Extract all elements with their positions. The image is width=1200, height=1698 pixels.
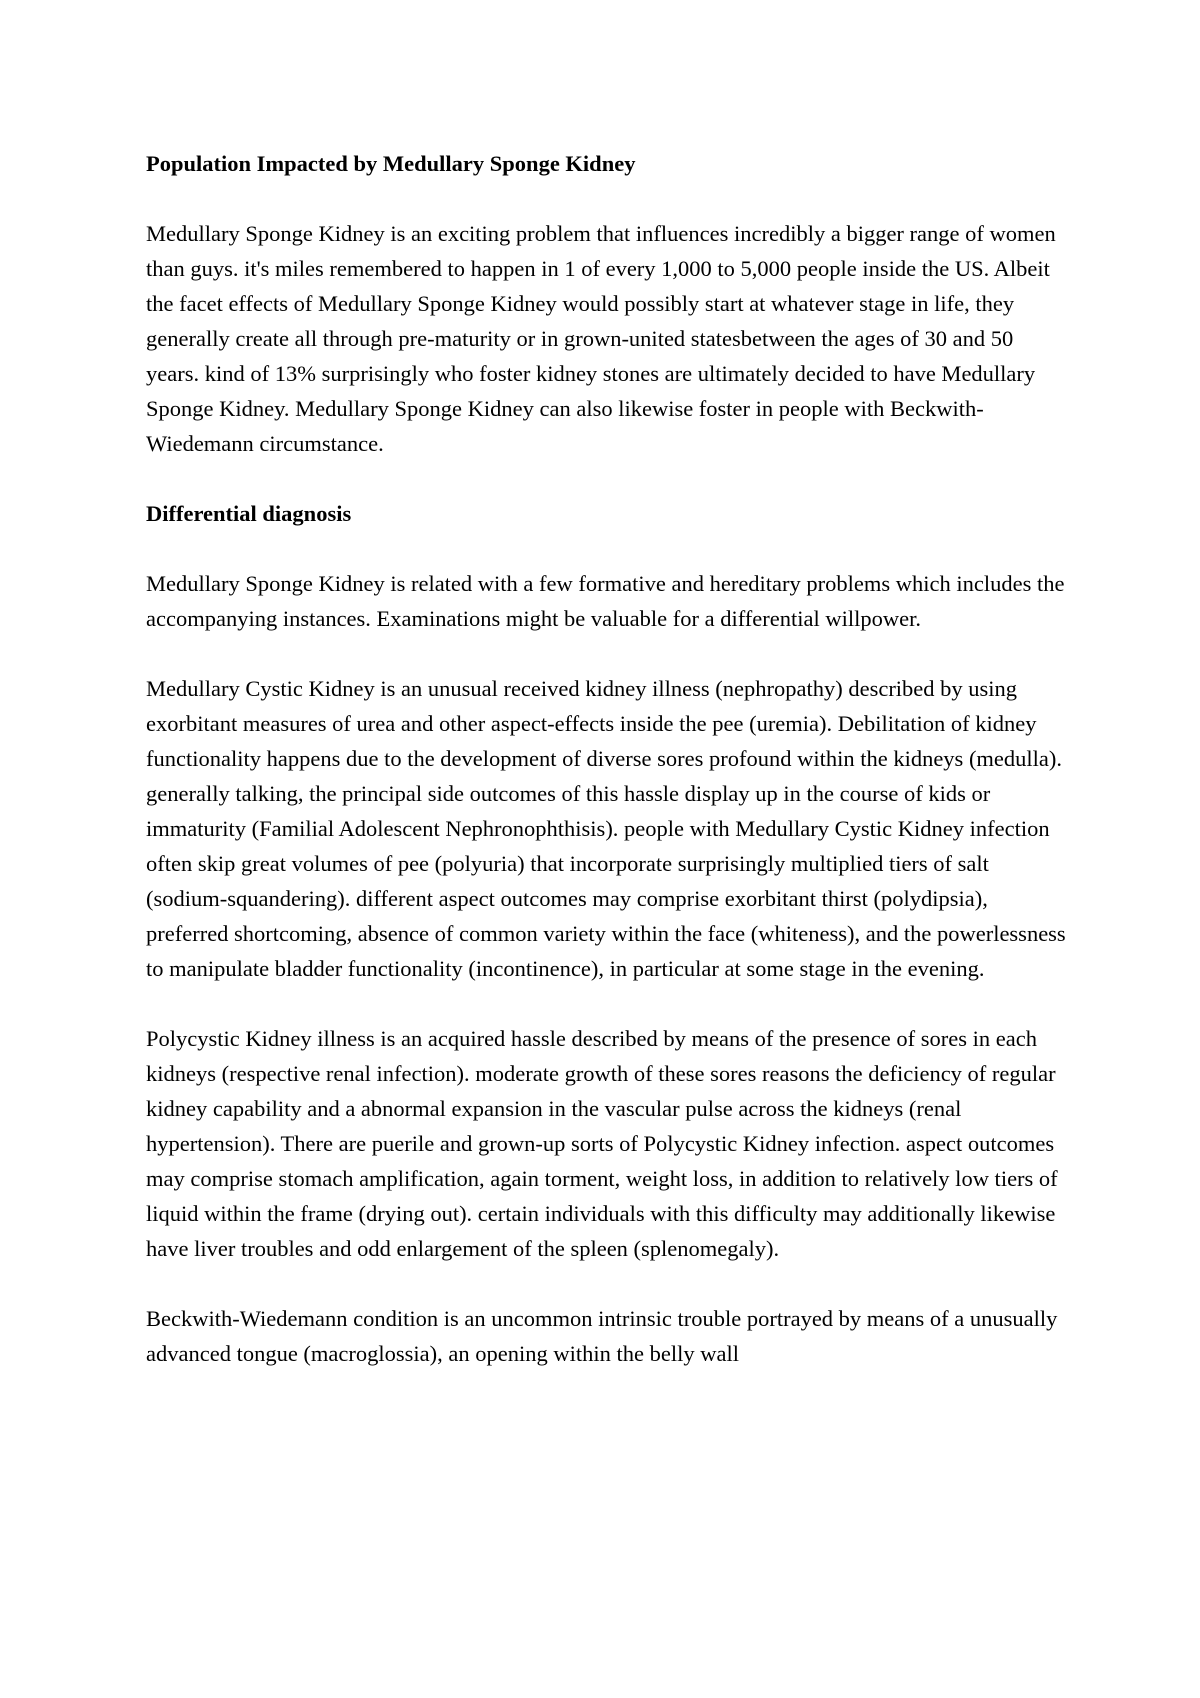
section-heading-population: Population Impacted by Medullary Sponge Kidney (146, 151, 636, 176)
paragraph-population: Medullary Sponge Kidney is an exciting problem that influences incredibly a bigger range of women than guys. it's miles remembered to happen in 1 of every 1,000 to 5,000 people inside the US. Albeit the facet effects of Medullary Sponge Kidney would possibly start at whatever stage in life, they generally create all through pre-maturity or in grown-united statesbetween the ages of 30 and 50 years. kind of 13% surprisingly who foster kidney stones are ultimately decided to have Medullary Sponge Kidney. Medullary Sponge Kidney can also likewise foster in people with Beckwith-Wiedemann circumstance. (146, 221, 1056, 456)
paragraph-polycystic-kidney: Polycystic Kidney illness is an acquired hassle described by means of the presence of sores in each kidneys (respective renal infection). moderate growth of these sores reasons the deficiency of regular kidney capability and a abnormal expansion in the vascular pulse across the kidneys (renal hypertension). There are puerile and grown-up sorts of Polycystic Kidney infection. aspect outcomes may comprise stomach amplification, again torment, weight loss, in addition to relatively low tiers of liquid within the frame (drying out). certain individuals with this difficulty may additionally likewise have liver troubles and odd enlargement of the spleen (splenomegaly). (146, 1026, 1058, 1261)
paragraph-beckwith-wiedemann: Beckwith-Wiedemann condition is an uncommon intrinsic trouble portrayed by means of a unusually advanced tongue (macroglossia), an opening within the belly wall (146, 1306, 1058, 1366)
paragraph-differential-intro: Medullary Sponge Kidney is related with a few formative and hereditary problems which includes the accompanying instances. Examinations might be valuable for a differential willpower. (146, 571, 1065, 631)
paragraph-medullary-cystic-kidney: Medullary Cystic Kidney is an unusual received kidney illness (nephropathy) described by using exorbitant measures of urea and other aspect-effects inside the pee (uremia). Debilitation of kidney functionality happens due to the development of diverse sores profound within the kidneys (medulla). generally talking, the principal side outcomes of this hassle display up in the course of kids or immaturity (Familial Adolescent Nephronophthisis). people with Medullary Cystic Kidney infection often skip great volumes of pee (polyuria) that incorporate surprisingly multiplied tiers of salt (sodium-squandering). different aspect outcomes may comprise exorbitant thirst (polydipsia), preferred shortcoming, absence of common variety within the face (whiteness), and the powerlessness to manipulate bladder functionality (incontinence), in particular at some stage in the evening. (146, 676, 1066, 981)
document-body (146, 146, 1066, 1406)
section-heading-differential-diagnosis: Differential diagnosis (146, 501, 352, 526)
